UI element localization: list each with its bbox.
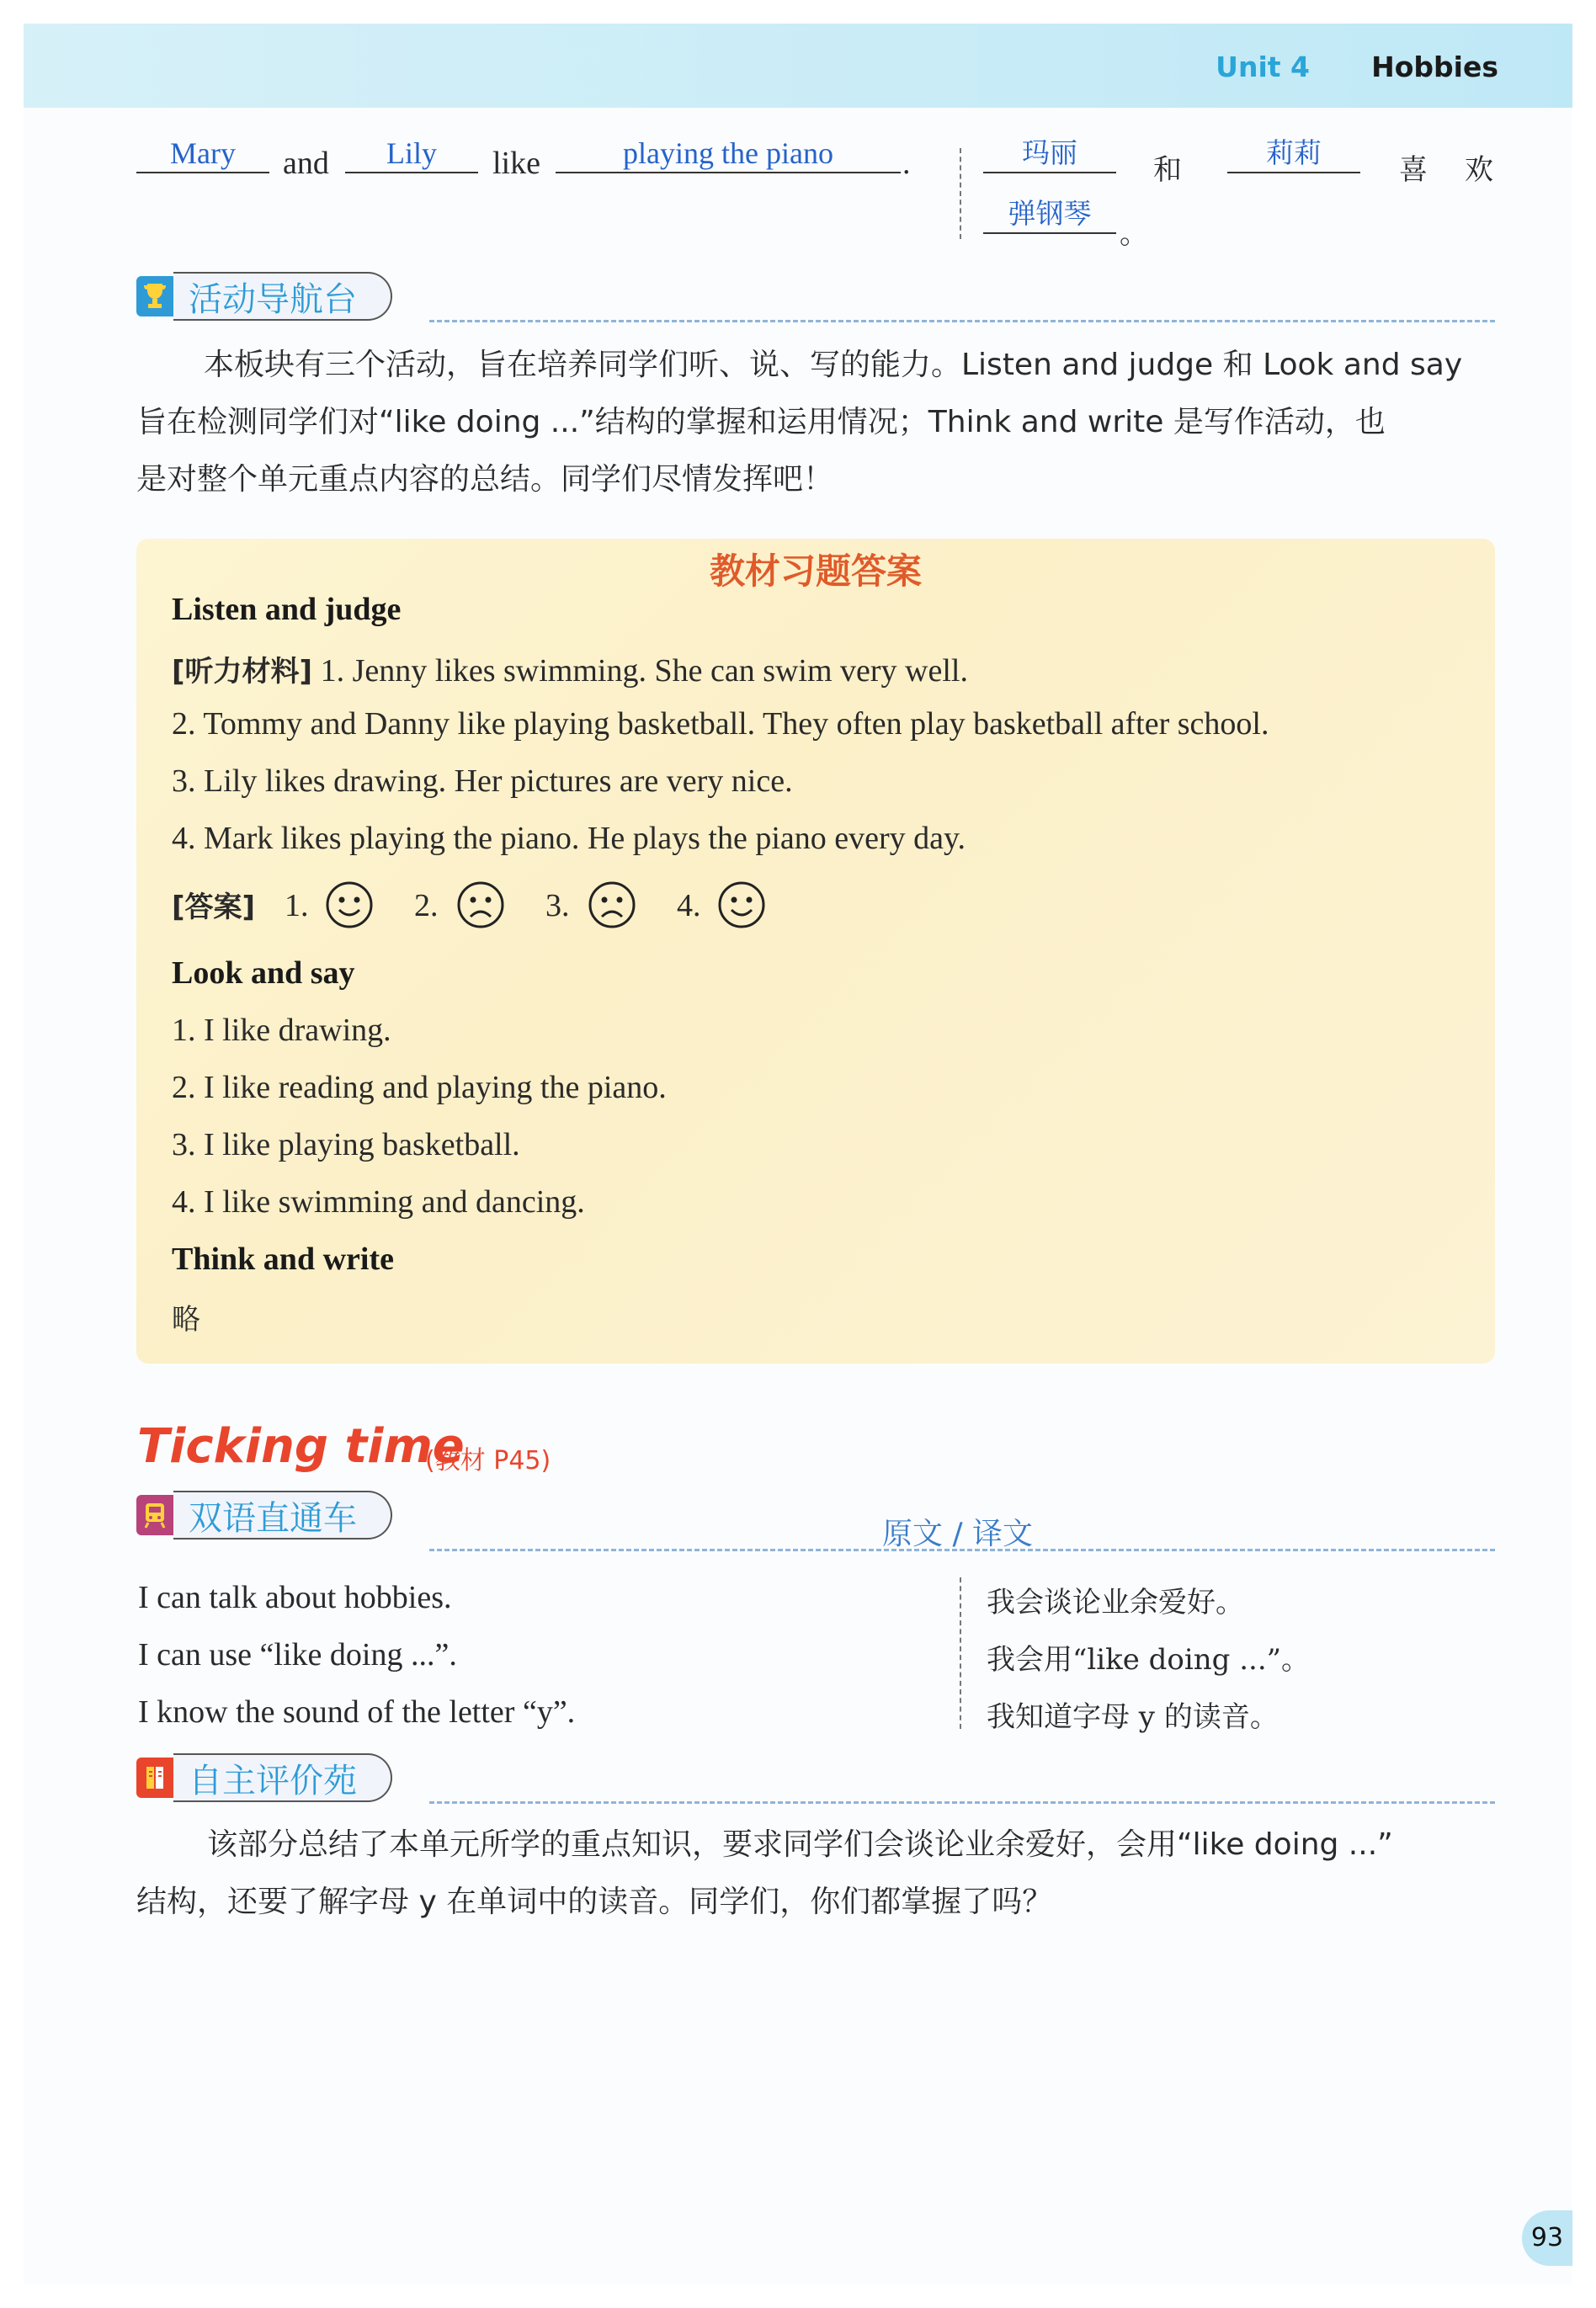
unit-label: Unit 4 [1216,51,1310,83]
section-rule [429,1801,1495,1804]
answer-num-2: 2. [414,888,439,923]
train-icon [136,1495,173,1535]
cn-blank-piano: 弹钢琴 [983,195,1116,234]
ticking-time-title: Ticking time [137,1419,465,1474]
listen-line-1 [172,648,968,689]
look-say-heading: Look and say [172,955,355,991]
book-icon [136,1758,173,1798]
word-like: like [492,146,540,181]
unit-title: Hobbies [1371,51,1498,83]
cn-word-xi: 喜 [1399,153,1428,187]
page-number: 93 [1522,2210,1572,2266]
english-line-3: I know the sound of the letter “y”. [138,1694,576,1730]
answer-num-3: 3. [545,888,570,923]
cn-word-huan: 欢 [1465,153,1493,187]
summary-paragraph [136,1816,1500,1931]
section-tab-activity-guide [136,271,392,322]
section-tab-bilingual [136,1490,392,1540]
look-line-3: 3. I like playing basketball. [172,1127,520,1162]
answer-box [136,539,1495,1364]
blank-lily: Lily [345,135,478,173]
sad-face-icon [456,880,505,929]
listen-judge-heading: Listen and judge [172,592,402,627]
chinese-line-1: 我会谈论业余爱好。 [987,1586,1244,1619]
think-write-heading: Think and write [172,1242,394,1277]
original-translation-label: 原文 / 译文 [882,1517,1034,1551]
english-line-1: I can talk about hobbies. [138,1580,452,1615]
section-title: 活动导航台 [173,272,392,321]
cn-period: 。 [1120,217,1148,251]
ticking-time-page-ref: (教材 P45) [425,1446,551,1476]
answer-tag: [答案] [172,891,256,924]
blank-activity: playing the piano [556,135,901,173]
chinese-line-3: 我知道字母 y 的读音。 [987,1700,1279,1734]
cn-blank-mary: 玛丽 [983,135,1116,173]
column-divider [960,148,961,239]
smiling-face-icon [325,880,374,929]
look-line-1: 1. I like drawing. [172,1013,391,1048]
sad-face-icon [588,880,636,929]
answer-num-1: 1. [285,888,309,923]
look-line-4: 4. I like swimming and dancing. [172,1184,585,1220]
english-line-2: I can use “like doing ...”. [138,1637,457,1673]
header-band [24,24,1572,108]
look-line-2: 2. I like reading and playing the piano. [172,1070,667,1105]
summary-line-1: 该部分总结了本单元所学的重点知识，要求同学们会谈论业余爱好，会用“like doing ...” [207,1827,1393,1862]
section-title: 自主评价苑 [173,1753,392,1802]
intro-line-1: 本板块有三个活动，旨在培养同学们听、说、写的能力。Listen and judge 和 Look and say [204,348,1463,382]
period: . [902,146,911,181]
section-rule [429,1549,1495,1551]
answer-box-title: 教材习题答案 [709,550,922,592]
summary-line-2: 结构，还要了解字母 y 在单词中的读音。同学们，你们都掌握了吗？ [136,1885,1053,1919]
listen-line-2: 2. Tommy and Danny like playing basketball. They often play basketball after school. [172,706,1269,742]
listen-line-4: 4. Mark likes playing the piano. He plays the piano every day. [172,821,966,856]
blank-mary: Mary [136,135,269,173]
smiling-face-icon [717,880,766,929]
cn-word-he: 和 [1153,153,1182,187]
section-tab-self-evaluation [136,1752,392,1803]
section-title: 双语直通车 [173,1491,392,1540]
word-and: and [283,146,329,181]
trophy-icon [136,276,173,316]
column-divider [960,1577,961,1729]
cn-blank-lily: 莉莉 [1227,135,1360,173]
chinese-line-2: 我会用“like doing ...”。 [987,1643,1311,1677]
intro-line-2: 旨在检测同学们对“like doing ...”结构的掌握和运用情况；Think and write 是写作活动，也 [136,405,1386,439]
section-rule [429,320,1495,322]
intro-line-3: 是对整个单元重点内容的总结。同学们尽情发挥吧！ [136,462,834,497]
listen-line-3: 3. Lily likes drawing. Her pictures are very nice. [172,763,793,799]
think-write-answer: 略 [172,1303,200,1337]
material-tag: [听力材料] [172,655,313,689]
intro-paragraph [136,337,1500,508]
listen-text-1: 1. Jenny likes swimming. She can swim very well. [320,653,968,689]
answer-num-4: 4. [677,888,701,923]
